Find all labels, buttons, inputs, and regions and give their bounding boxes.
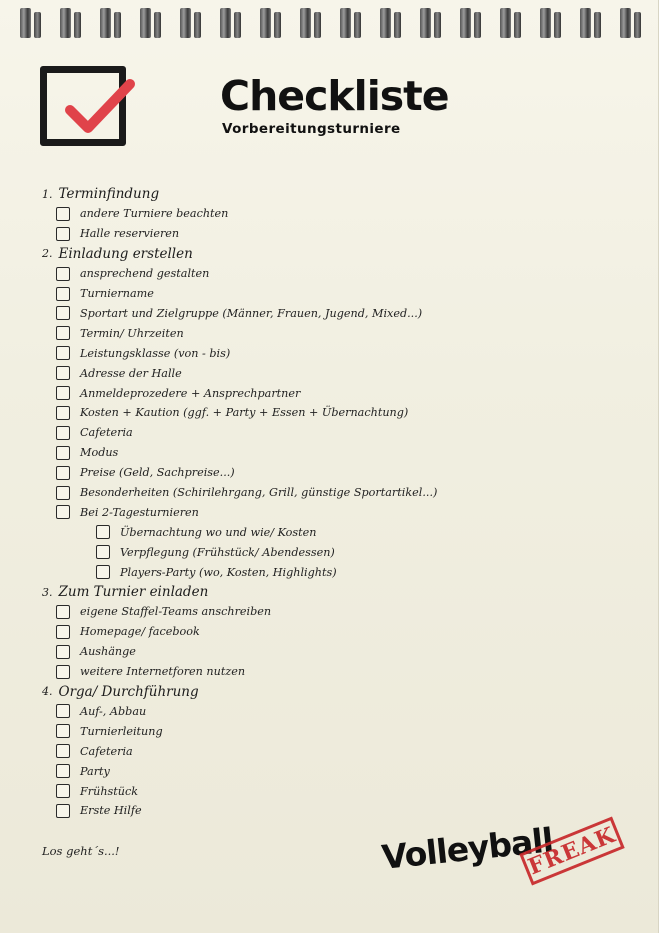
checkbox[interactable] bbox=[96, 565, 110, 579]
checkbox[interactable] bbox=[56, 505, 70, 519]
checklist-item[interactable] bbox=[96, 542, 335, 562]
spiral-ring bbox=[554, 12, 561, 38]
section-label: Terminfindung bbox=[58, 186, 160, 202]
spiral-ring bbox=[60, 8, 71, 38]
spiral-ring bbox=[114, 12, 121, 38]
checkbox[interactable] bbox=[56, 764, 70, 778]
checklist-item-label: Cafeteria bbox=[80, 426, 133, 440]
page-subtitle: Vorbereitungsturniere bbox=[222, 121, 401, 137]
checklist-item-label: Sportart und Zielgruppe (Männer, Frauen, Jugend, Mixed...) bbox=[80, 306, 423, 320]
spiral-ring bbox=[434, 12, 441, 38]
checkbox[interactable] bbox=[56, 267, 70, 281]
checklist-item[interactable] bbox=[56, 303, 422, 323]
spiral-ring bbox=[140, 8, 151, 38]
spiral-ring bbox=[180, 8, 191, 38]
checklist-item-label: Leistungsklasse (von - bis) bbox=[80, 346, 231, 360]
checklist-item[interactable] bbox=[56, 701, 146, 721]
checkbox[interactable] bbox=[56, 366, 70, 380]
checkbox[interactable] bbox=[56, 625, 70, 639]
checkbox[interactable] bbox=[56, 386, 70, 400]
checklist-section-heading bbox=[42, 244, 193, 264]
checkbox[interactable] bbox=[56, 804, 70, 818]
checklist-item[interactable] bbox=[56, 761, 110, 781]
spiral-ring bbox=[514, 12, 521, 38]
checklist-section-heading bbox=[42, 682, 199, 702]
checkbox[interactable] bbox=[56, 207, 70, 221]
spiral-ring bbox=[620, 8, 631, 38]
section-label: Zum Turnier einladen bbox=[58, 584, 209, 600]
checklist-item[interactable] bbox=[56, 801, 142, 821]
volleyball-brand-logo: Volleyball bbox=[379, 820, 555, 877]
checklist-item[interactable] bbox=[96, 562, 337, 582]
checkbox[interactable] bbox=[56, 605, 70, 619]
spiral-ring bbox=[20, 8, 31, 38]
section-number: 1. bbox=[42, 187, 53, 201]
checklist-item-label: andere Turniere beachten bbox=[80, 207, 229, 221]
footer-note: Los geht´s...! bbox=[42, 844, 120, 858]
checklist-item-label: eigene Staffel-Teams anschreiben bbox=[80, 605, 272, 619]
checklist-item-label: Übernachtung wo und wie/ Kosten bbox=[120, 525, 317, 539]
checkbox[interactable] bbox=[56, 665, 70, 679]
checklist-item-label: Frühstück bbox=[80, 784, 139, 798]
checklist-item-label: Adresse der Halle bbox=[80, 366, 182, 380]
checkbox[interactable] bbox=[56, 466, 70, 480]
spiral-ring bbox=[594, 12, 601, 38]
checklist-item-label: Aushänge bbox=[80, 645, 136, 659]
spiral-ring bbox=[300, 8, 311, 38]
checkbox[interactable] bbox=[56, 744, 70, 758]
checklist-item-label: Halle reservieren bbox=[80, 227, 180, 241]
checkbox[interactable] bbox=[56, 326, 70, 340]
checklist-item[interactable] bbox=[56, 483, 437, 503]
section-label: Orga/ Durchführung bbox=[58, 683, 199, 700]
checklist-item-label: Preise (Geld, Sachpreise...) bbox=[80, 466, 235, 480]
checklist-item-label: Modus bbox=[80, 446, 119, 460]
checklist-item[interactable] bbox=[56, 284, 154, 304]
spiral-ring bbox=[394, 12, 401, 38]
checklist-item[interactable] bbox=[56, 602, 271, 622]
checklist-item-label: weitere Internetforen nutzen bbox=[80, 665, 246, 679]
spiral-binding bbox=[0, 0, 659, 44]
checklist-section-heading bbox=[42, 184, 159, 204]
spiral-ring bbox=[220, 8, 231, 38]
checklist-item[interactable] bbox=[56, 343, 230, 363]
checklist-item-label: Kosten + Kaution (ggf. + Party + Essen + Übernachtung) bbox=[80, 406, 409, 420]
spiral-ring bbox=[634, 12, 641, 38]
spiral-ring bbox=[340, 8, 351, 38]
checkbox[interactable] bbox=[56, 227, 70, 241]
checklist-item[interactable] bbox=[56, 622, 200, 642]
spiral-ring bbox=[354, 12, 361, 38]
checklist-item[interactable] bbox=[56, 443, 118, 463]
checkbox[interactable] bbox=[96, 525, 110, 539]
spiral-ring bbox=[260, 8, 271, 38]
checklist-item-label: Termin/ Uhrzeiten bbox=[80, 326, 184, 340]
checklist-item-label: Erste Hilfe bbox=[80, 804, 142, 818]
checklist-item-label: Turniername bbox=[80, 287, 154, 300]
checkmark-icon bbox=[50, 66, 150, 146]
checklist-section-heading bbox=[42, 582, 208, 602]
spiral-ring bbox=[460, 8, 471, 38]
checklist-item-label: Homepage/ facebook bbox=[80, 625, 200, 639]
checklist-item-label: ansprechend gestalten bbox=[80, 267, 210, 281]
checkbox[interactable] bbox=[56, 645, 70, 659]
spiral-ring bbox=[540, 8, 551, 38]
checklist-item-label: Players-Party (wo, Kosten, Highlights) bbox=[120, 565, 337, 579]
checklist-item-label: Verpflegung (Frühstück/ Abendessen) bbox=[120, 545, 335, 559]
spiral-ring bbox=[234, 12, 241, 38]
checklist-item-label: Cafeteria bbox=[80, 744, 133, 758]
checklist-item[interactable] bbox=[56, 403, 408, 423]
checkbox[interactable] bbox=[56, 704, 70, 718]
checkbox[interactable] bbox=[56, 287, 70, 301]
spiral-ring bbox=[500, 8, 511, 38]
spiral-ring bbox=[274, 12, 281, 38]
spiral-ring bbox=[420, 8, 431, 38]
spiral-ring bbox=[380, 8, 391, 38]
checklist-item[interactable] bbox=[56, 383, 300, 403]
checklist-item[interactable] bbox=[56, 463, 235, 483]
section-number: 4. bbox=[42, 685, 53, 698]
spiral-ring bbox=[34, 12, 41, 38]
checklist-item[interactable] bbox=[56, 781, 138, 801]
checklist-item[interactable] bbox=[56, 323, 184, 343]
freak-stamp: FREAK bbox=[519, 817, 624, 886]
page-title: Checkliste bbox=[220, 72, 449, 120]
checkbox[interactable] bbox=[56, 446, 70, 460]
checklist-item[interactable] bbox=[56, 642, 136, 662]
checkbox[interactable] bbox=[56, 406, 70, 420]
checkbox[interactable] bbox=[56, 346, 70, 360]
checklist-item[interactable] bbox=[56, 264, 209, 284]
spiral-ring bbox=[194, 12, 201, 38]
checklist-item-label: Anmeldeprozedere + Ansprechpartner bbox=[80, 386, 301, 400]
spiral-ring bbox=[474, 12, 481, 38]
checklist-item-label: Auf-, Abbau bbox=[80, 704, 147, 718]
spiral-ring bbox=[314, 12, 321, 38]
spiral-ring bbox=[100, 8, 111, 38]
checklist-item[interactable] bbox=[96, 522, 316, 542]
checkbox[interactable] bbox=[96, 545, 110, 559]
checklist-item[interactable] bbox=[56, 502, 199, 522]
checklist-item[interactable] bbox=[56, 721, 163, 741]
checklist-item-label: Party bbox=[80, 764, 110, 778]
section-number: 2. bbox=[42, 247, 53, 261]
checklist-item-label: Turnierleitung bbox=[80, 724, 163, 738]
spiral-ring bbox=[580, 8, 591, 38]
section-label: Einladung erstellen bbox=[58, 245, 193, 262]
checklist-item[interactable] bbox=[56, 224, 179, 244]
checklist-item-label: Besonderheiten (Schirilehrgang, Grill, günstige Sportartikel...) bbox=[80, 486, 438, 499]
checkbox[interactable] bbox=[56, 784, 70, 798]
spiral-ring bbox=[154, 12, 161, 38]
checkbox[interactable] bbox=[56, 724, 70, 738]
section-number: 3. bbox=[42, 585, 53, 599]
checkbox[interactable] bbox=[56, 486, 70, 500]
checklist-item[interactable] bbox=[56, 662, 245, 682]
spiral-ring bbox=[74, 12, 81, 38]
checklist-item-label: Bei 2-Tagesturnieren bbox=[80, 505, 199, 519]
checklist-item[interactable] bbox=[56, 423, 133, 443]
checkbox[interactable] bbox=[56, 306, 70, 320]
checklist-item[interactable] bbox=[56, 741, 133, 761]
checkbox[interactable] bbox=[56, 426, 70, 440]
checklist-item[interactable] bbox=[56, 363, 182, 383]
checklist-item[interactable] bbox=[56, 204, 228, 224]
